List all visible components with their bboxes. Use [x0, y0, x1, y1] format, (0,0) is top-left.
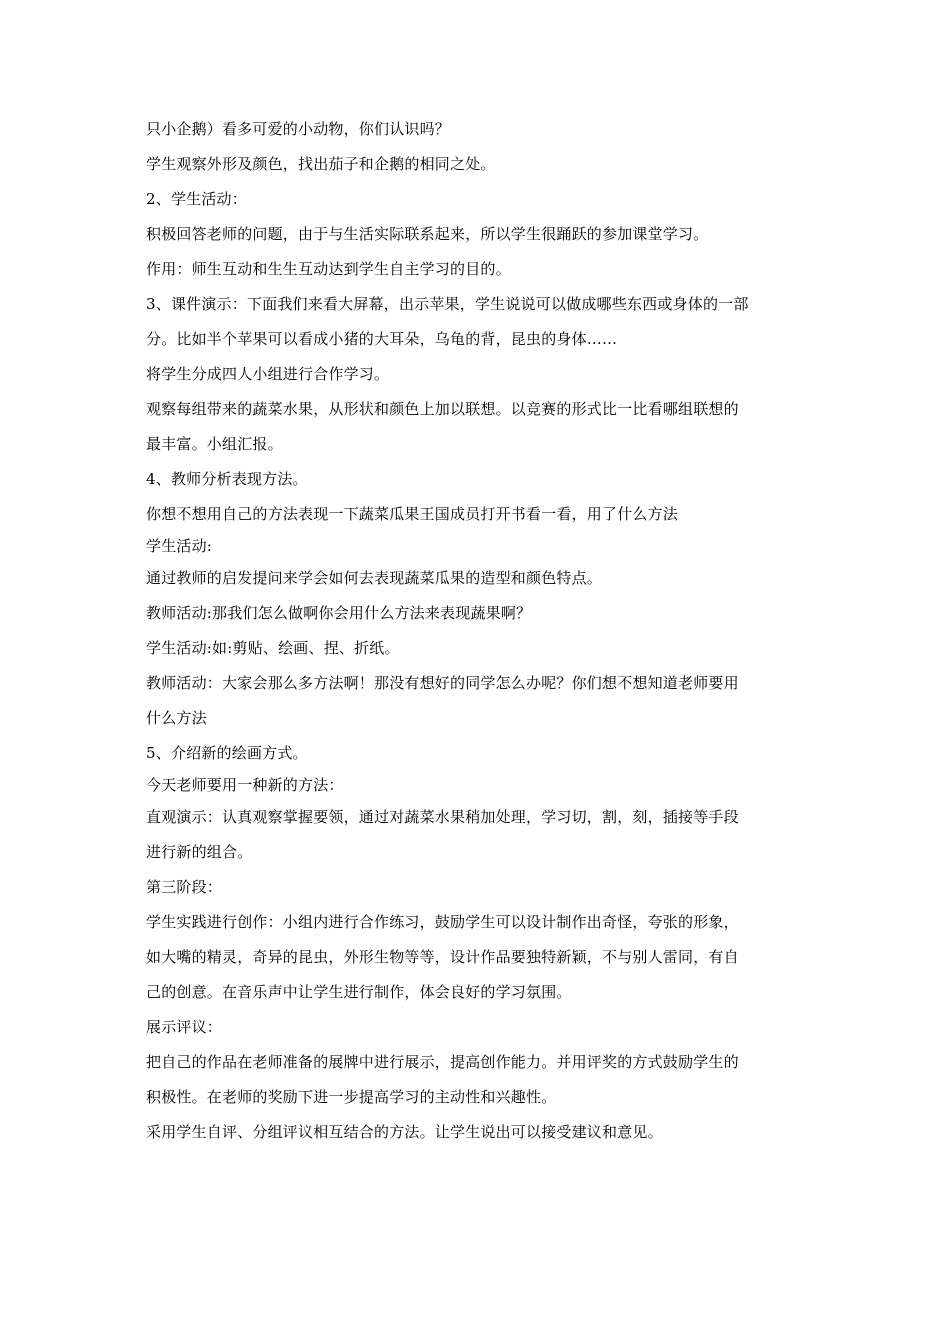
text-line: 己的创意。在音乐声中让学生进行制作，体会良好的学习氛围。 — [146, 983, 572, 1001]
text-line: 教师活动:那我们怎么做啊你会用什么方法来表现蔬果啊？ — [146, 604, 532, 622]
text-line: 你想不想用自己的方法表现一下蔬菜瓜果王国成员打开书看一看，用了什么方法 — [146, 505, 679, 523]
text-line: 展示评议： — [146, 1018, 223, 1036]
text-line: 2、学生活动： — [146, 190, 247, 208]
text-line: 教师活动：大家会那么多方法啊！那没有想好的同学怎么办呢？你们想不想知道老师要用 — [146, 674, 739, 692]
text-line: 采用学生自评、分组评议相互结合的方法。让学生说出可以接受建议和意见。 — [146, 1123, 663, 1141]
text-line: 只小企鹅）看多可爱的小动物，你们认识吗？ — [146, 120, 451, 138]
text-line: 5、介绍新的绘画方式。 — [146, 744, 308, 762]
text-line: 4、教师分析表现方法。 — [146, 470, 308, 488]
text-line: 3、课件演示：下面我们来看大屏幕，出示苹果，学生说说可以做成哪些东西或身体的一部 — [146, 295, 749, 313]
text-line: 分。比如半个苹果可以看成小猪的大耳朵，乌龟的背，昆虫的身体…… — [146, 330, 618, 348]
text-line: 学生实践进行创作：小组内进行合作练习，鼓励学生可以设计制作出奇怪，夸张的形象， — [146, 913, 739, 931]
text-line: 积极回答老师的问题，由于与生活实际联系起来，所以学生很踊跃的参加课堂学习。 — [146, 225, 709, 243]
text-line: 直观演示：认真观察掌握要领，通过对蔬菜水果稍加处理，学习切，割，刻，插接等手段 — [146, 808, 739, 826]
text-line: 将学生分成四人小组进行合作学习。 — [146, 365, 390, 383]
text-line: 把自己的作品在老师准备的展牌中进行展示，提高创作能力。并用评奖的方式鼓励学生的 — [146, 1053, 739, 1071]
text-line: 观察每组带来的蔬菜水果，从形状和颜色上加以联想。以竞赛的形式比一比看哪组联想的 — [146, 400, 739, 418]
text-line: 最丰富。小组汇报。 — [146, 435, 283, 453]
document-body — [146, 112, 814, 1150]
text-line: 学生活动:如:剪贴、绘画、捏、折纸。 — [146, 639, 400, 657]
text-line: 通过教师的启发提问来学会如何去表现蔬菜瓜果的造型和颜色特点。 — [146, 569, 603, 587]
text-line: 作用：师生互动和生生互动达到学生自主学习的目的。 — [146, 260, 511, 278]
text-line: 学生观察外形及颜色，找出茄子和企鹅的相同之处。 — [146, 155, 496, 173]
text-line: 积极性。在老师的奖励下进一步提高学习的主动性和兴趣性。 — [146, 1088, 557, 1106]
text-line: 今天老师要用一种新的方法： — [146, 776, 344, 794]
text-line: 进行新的组合。 — [146, 843, 253, 861]
text-line: 第三阶段： — [146, 878, 223, 896]
text-line: 什么方法 — [146, 709, 207, 727]
text-line: 如大嘴的精灵，奇异的昆虫，外形生物等等，设计作品要独特新颖，不与别人雷同，有自 — [146, 948, 739, 966]
text-line: 学生活动: — [146, 537, 213, 555]
